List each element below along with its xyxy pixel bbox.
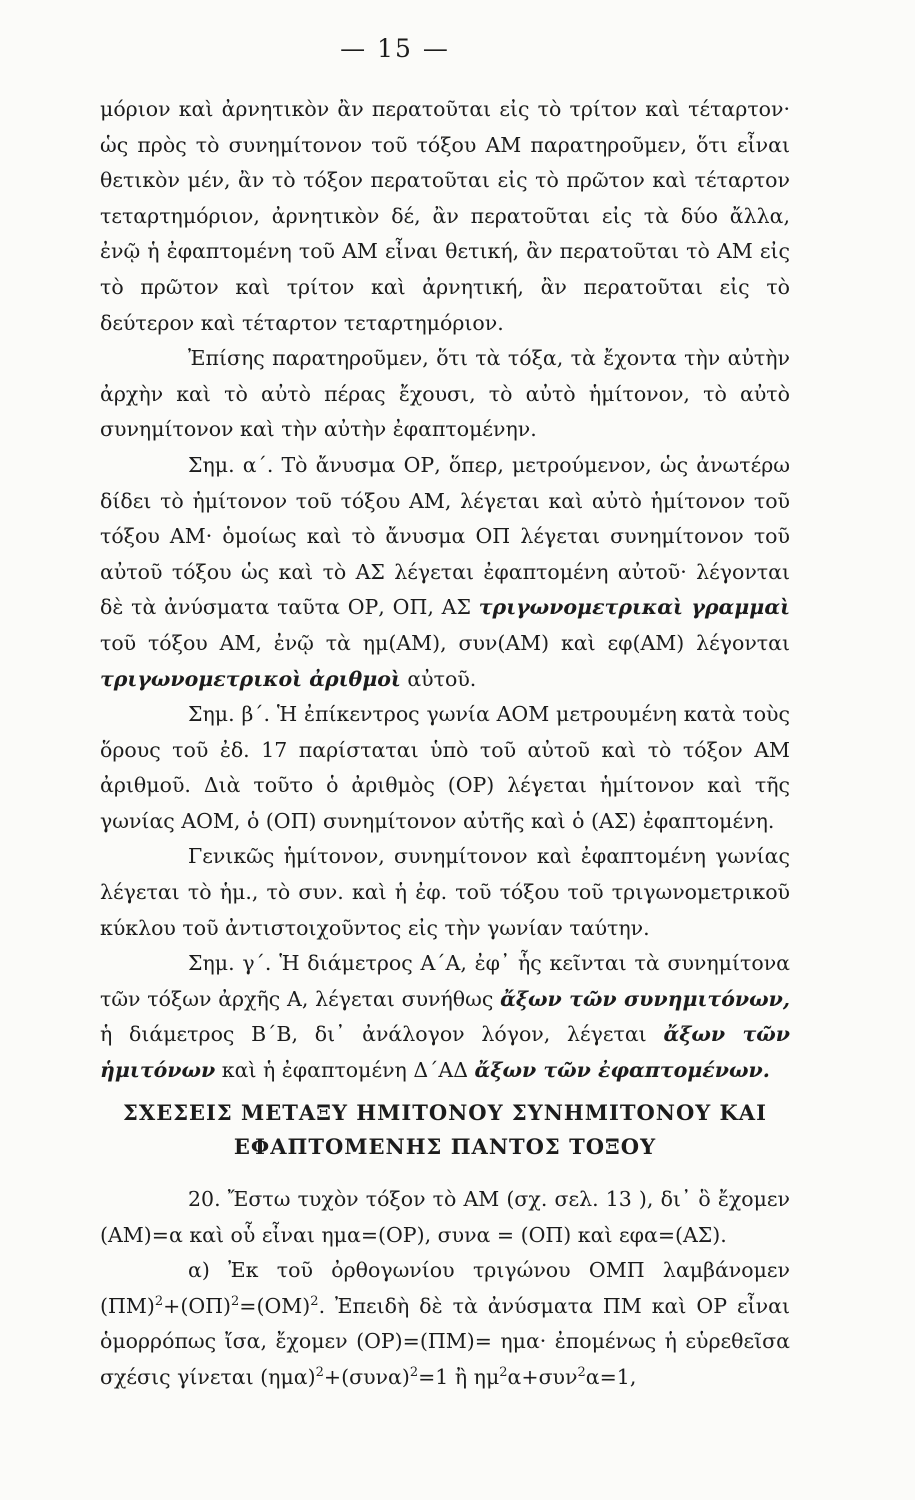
term-trigonometric-lines: τριγωνομετρικαὶ γραμμαὶ (478, 595, 791, 620)
paragraph-general-definition: Γενικῶς ἡμίτονον, συνημίτονον καὶ ἐφαπτομένη γωνίας λέγεται τὸ ἡμ., τὸ συν. καὶ ἡ ἐφ. τοῦ τόξου τοῦ τριγωνομετρικοῦ κύκλου τοῦ ἀντιστοιχοῦντος εἰς τὴν γωνίαν ταύτην. (100, 844, 790, 940)
section-heading (100, 1096, 790, 1164)
note-beta: Σημ. β΄. Ἡ ἐπίκεντρος γωνία ΑΟΜ μετρουμένη κατὰ τοὺς ὅρους τοῦ ἐδ. 17 παρίσταται ὑπὸ τοῦ αὐτοῦ καὶ τὸ τόξον ΑΜ ἀριθμοῦ. Διὰ τοῦτο ὁ ἀριθμὸς (ΟΡ) λέγεται ἡμίτονον καὶ τῆς γωνίας ΑΟΜ, ὁ (ΟΠ) συνημίτονον αὐτῆς καὶ ὁ (ΑΣ) ἐφαπτομένη. (100, 702, 790, 833)
term-cosine-axis: ἄξων τῶν συνημιτόνων, (500, 986, 790, 1011)
paragraph-20: 20. Ἔστω τυχὸν τόξον τὸ ΑΜ (σχ. σελ. 13 ), δι᾽ ὃ ἔχομεν (ΑΜ)=α καὶ οὗ εἶναι ημα=(ΟΡ), συνα = (ΟΠ) καὶ εφα=(ΑΣ). (100, 1187, 790, 1247)
paragraph-coterminal-arcs: Ἐπίσης παρατηροῦμεν, ὅτι τὰ τόξα, τὰ ἔχοντα τὴν αὐτὴν ἀρχὴν καὶ τὸ αὐτὸ πέρας ἔχουσι, τὸ αὐτὸ ἡμίτονον, τὸ αὐτὸ συνημίτονον καὶ τὴν αὐτὴν ἐφαπτομένην. (100, 346, 790, 442)
text-block-upper (100, 92, 790, 1089)
page-number: — 15 — (340, 34, 450, 63)
note-alpha: Σημ. α΄. Τὸ ἄνυσμα ΟΡ, ὅπερ, μετρούμενον, ὡς ἀνωτέρω δίδει τὸ ἡμίτονον τοῦ τόξου ΑΜ, λέγεται καὶ αὐτὸ ἡμίτονον τοῦ τόξου ΑΜ· ὁμοίως καὶ τὸ ἄνυσμα ΟΠ λέγεται συνημίτονον τοῦ αὐτοῦ τόξου ὡς καὶ τὸ ΑΣ λέγεται ἐφαπτομένη αὐτοῦ· λέγονται δὲ τὰ ἀνύσματα ταῦτα ΟΡ, ΟΠ, ΑΣ τριγωνομετρικαὶ γραμμαὶ τοῦ τόξου ΑΜ, ἐνῷ τὰ ημ(ΑΜ), συν(ΑΜ) καὶ εφ(ΑΜ) λέγονται τριγωνομετρικοὶ ἀριθμοὶ αὐτοῦ. (100, 452, 791, 691)
term-sine-axis: ἄξων τῶν ἡμιτόνων (100, 1022, 790, 1083)
paragraph-20-a: α) Ἐκ τοῦ ὀρθογωνίου τριγώνου ΟΜΠ λαμβάνομεν $(\Pi M)^2+(O\Pi)^2=(OM)^2$. Ἐπειδὴ δὲ τὰ ἀνύσματα ΠΜ καὶ ΟΡ εἶναι ὁμορρόπως ἴσα, ἔχομεν (ΟΡ)=(ΠΜ)= ημα· ἐπομένως ἡ εὑρεθεῖσα σχέσις γίνεται $(\eta\mu\alpha)^2+(\sigma\upsilon\nu\alpha)^2=1$ ἢ $\eta\mu^2\alpha+\sigma\upsilon\nu^2\alpha=1$, (100, 1258, 790, 1389)
note-gamma: Σημ. γ΄. Ἡ διάμετρος Α΄Α, ἐφ᾽ ἧς κεῖνται τὰ συνημίτονα τῶν τόξων ἀρχῆς Α, λέγεται συνήθως ἄξων τῶν συνημιτόνων, ἡ διάμετρος Β΄Β, δι᾽ ἀνάλογον λόγον, λέγεται ἄξων τῶν ἡμιτόνων καὶ ἡ ἐφαπτομένη Δ΄ΑΔ ἄξων τῶν ἐφαπτομένων. (100, 951, 790, 1083)
section-heading-line-2: ΕΦΑΠΤΟΜΕΝΗΣ ΠΑΝΤΟΣ ΤΟΞΟΥ (233, 1134, 657, 1159)
term-tangent-axis: ἄξων τῶν ἐφαπτομένων. (474, 1058, 770, 1083)
text-block-lower (100, 1182, 790, 1396)
paragraph-sign-of-functions: μόριον καὶ ἀρνητικὸν ἂν περατοῦται εἰς τὸ τρίτον καὶ τέταρτον· ὡς πρὸς τὸ συνημίτονον τοῦ τόξου ΑΜ παρατηροῦμεν, ὅτι εἶναι θετικὸν μέν, ἂν τὸ τόξον περατοῦται εἰς τὸ πρῶτον καὶ τέταρτον τεταρτημόριον, ἀρνητικὸν δέ, ἂν περατοῦται εἰς τὰ δύο ἄλλα, ἐνῷ ἡ ἐφαπτομένη τοῦ ΑΜ εἶναι θετική, ἂν περατοῦται τὸ ΑΜ εἰς τὸ πρῶτον καὶ τρίτον καὶ ἀρνητική, ἂν περατοῦται εἰς τὸ δεύτερον καὶ τέταρτον τεταρτημόριον. (100, 97, 790, 335)
term-trigonometric-numbers: τριγωνομετρικοὶ ἀριθμοὶ (100, 666, 401, 691)
section-heading-line-1: ΣΧΕΣΕΙΣ ΜΕΤΑΞΥ ΗΜΙΤΟΝΟΥ ΣΥΝΗΜΙΤΟΝΟΥ ΚΑΙ (123, 1100, 767, 1125)
